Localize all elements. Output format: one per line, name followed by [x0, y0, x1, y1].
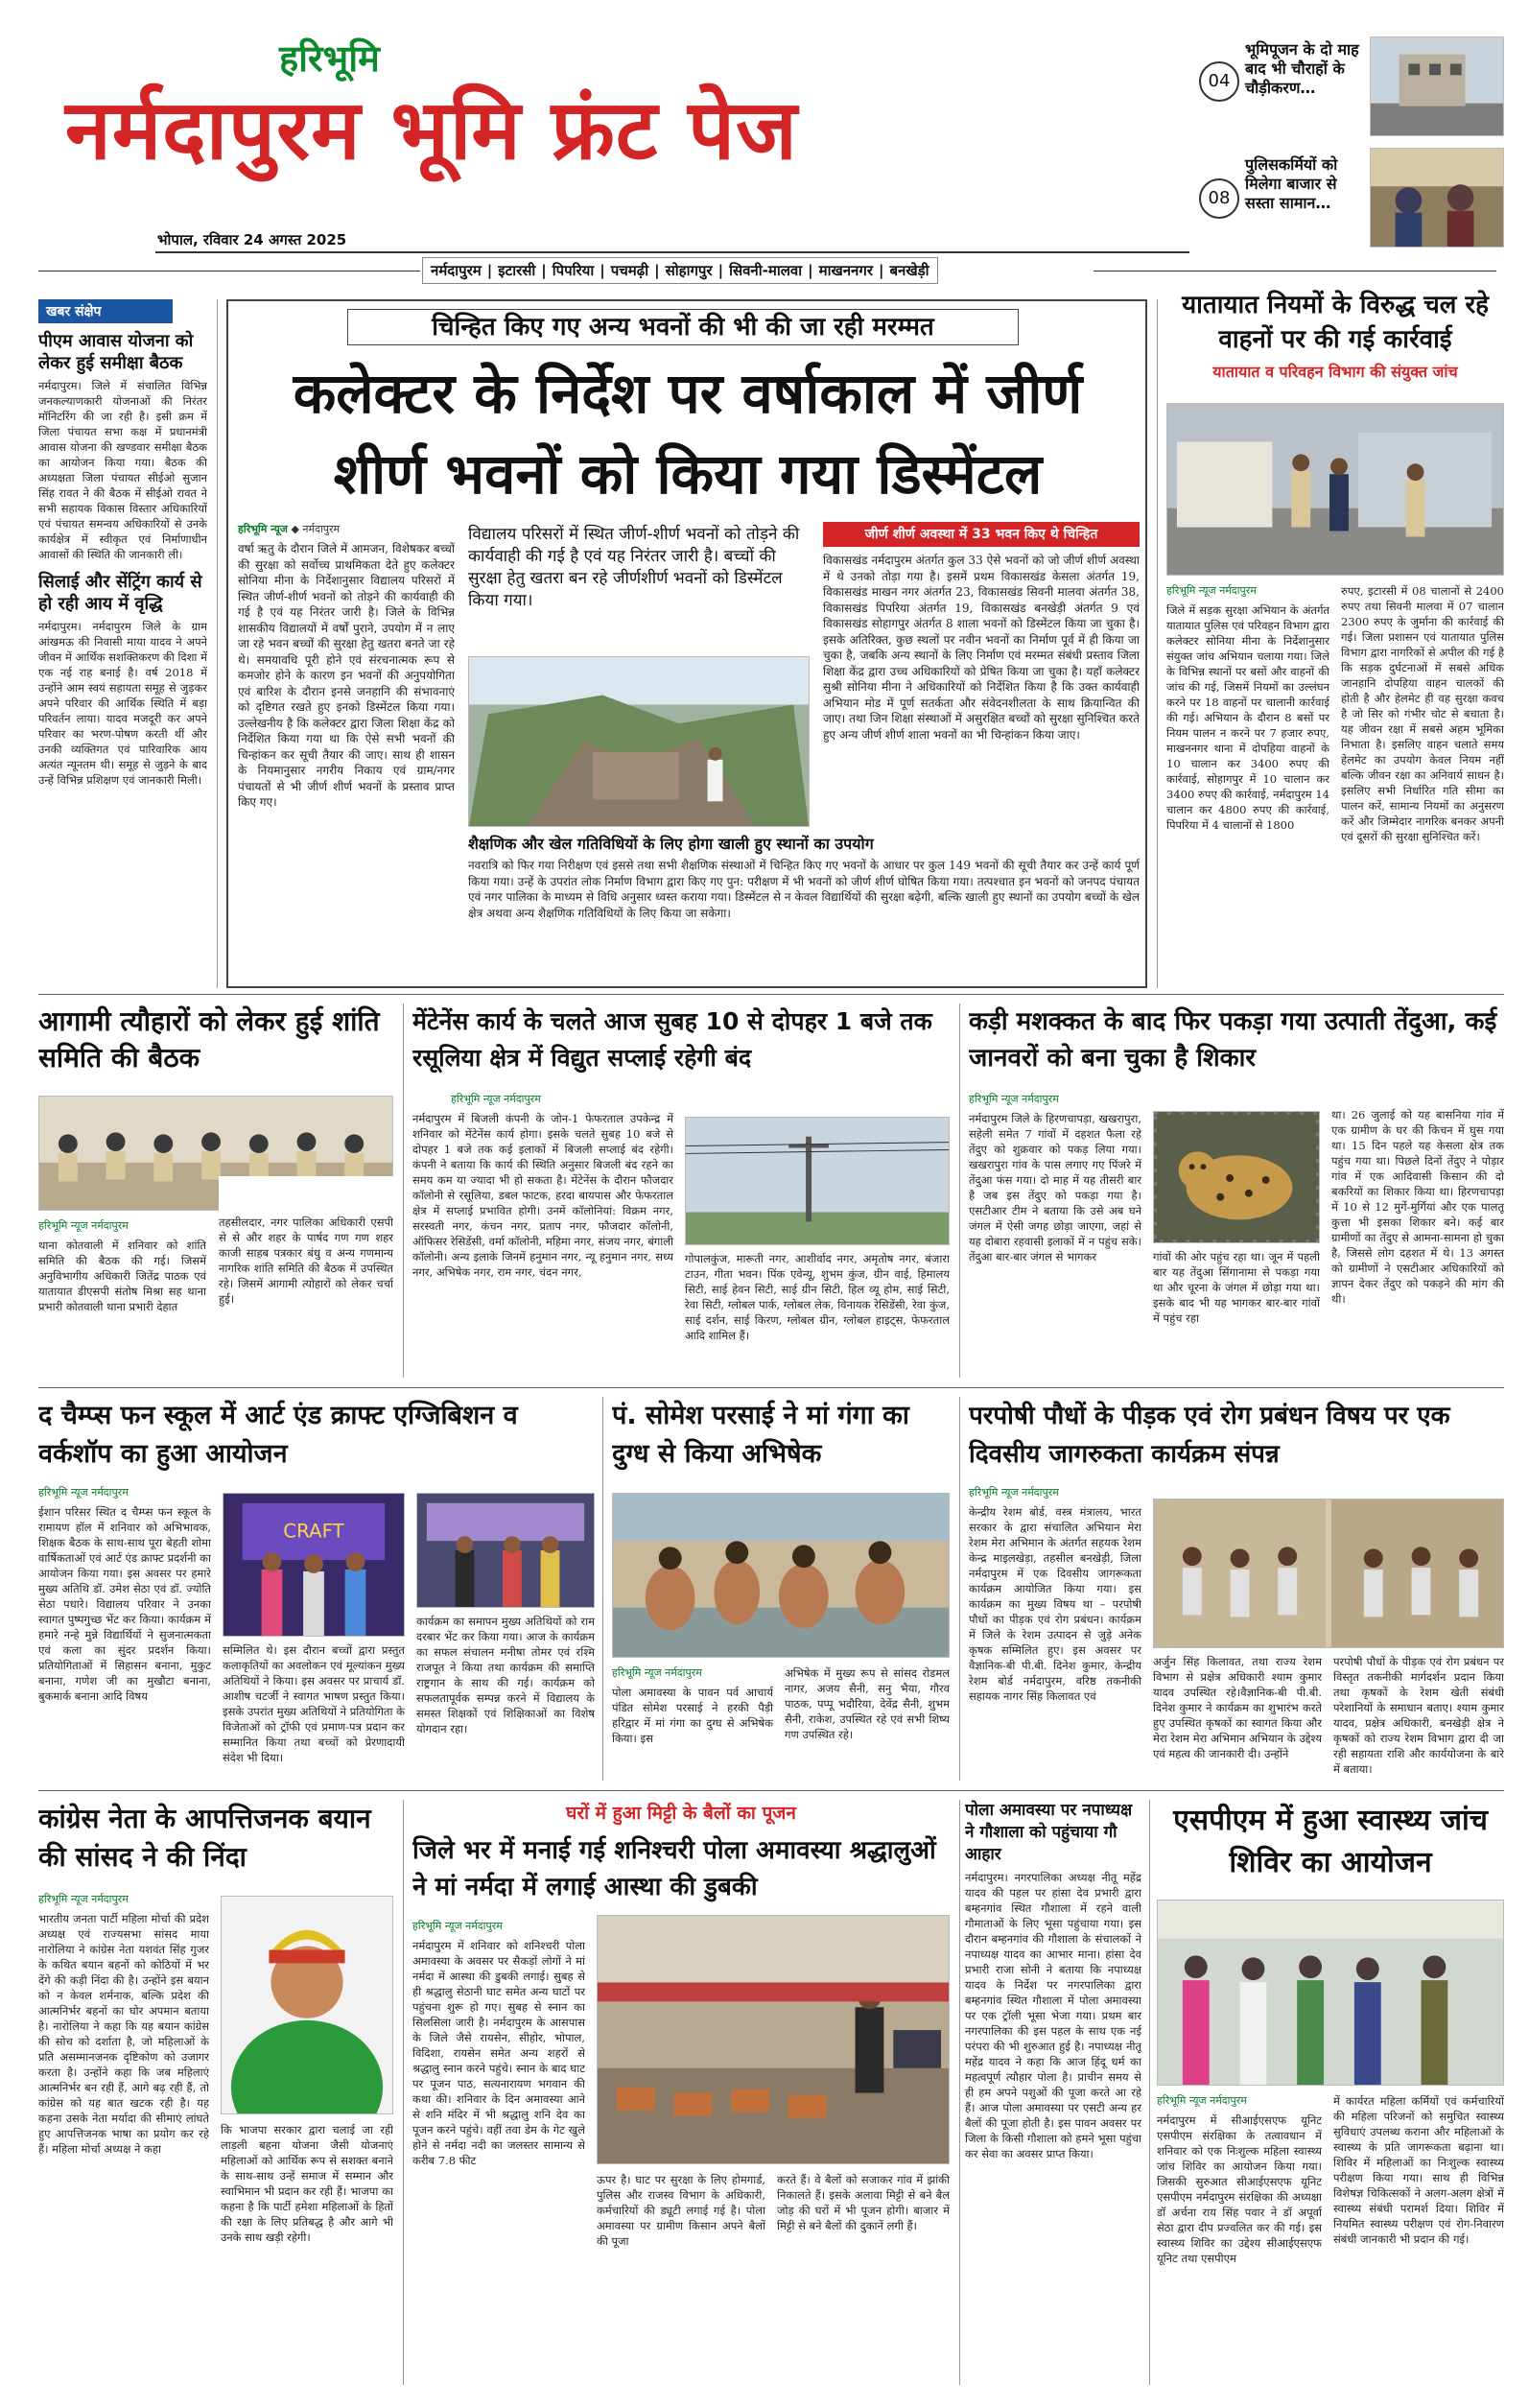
teaser-photo: [1370, 36, 1504, 136]
pest-col-2: अर्जुन सिंह किलावत, तथा राज्य रेशम विभाग से प्रक्षेत्र अधिकारी श्याम कुमार यादव उपस्थित रहे।वैज्ञानिक-बी पी.बी. दिनेश कुमार ने कार्यक्रम का शुभारंभ करते हुए उपस्थित कृषकों का स्वागत किया और मेरा रेशम मेरा अभिमान अभियान के उद्देश्य एवं महत्व की जानकारी दी। उन्होंने: [1153, 1655, 1322, 1760]
peace-col-1: थाना कोतवाली में शनिवार को शांति समिति की बैठक की गई। जिसमें अनुविभागीय अधिकारी जितेंद्र पाठक एवं यातायात डीएसपी संतोष मिश्रा सह थाना प्रभारी कोतवाली थाना प्रभारी देहात: [38, 1239, 206, 1313]
lead-pullquote: विद्यालय परिसरों में स्थित जीर्ण-शीर्ण भवनों को तोड़ने की कार्यवाही की गई है एवं यह निरंतर जारी है। बच्चों की सुरक्षा हेतु खतरा बन रहे जीर्णशीर्ण भवनों को डिस्मेंटल किया गया।: [468, 525, 800, 610]
brief-headline[interactable]: सिलाई और सेंट्रिंग कार्य से हो रही आय में वृद्धि: [38, 572, 202, 614]
teaser-text: पुलिसकर्मियों को मिलेगा बाजार से सस्ता सामान…: [1245, 155, 1338, 212]
traffic-col-1: जिले में सड़क सुरक्षा अभियान के अंतर्गत यातायात पुलिस एवं परिवहन विभाग द्वारा कलेक्टर सोनिया मीना के निर्देशानुसार संयुक्त जांच अभियान चलाया गया। जिले के विभिन्न स्थानों पर बसों और वाहनों की जांच की गई, जिसमें नियमों का उल्लंघन करने पर 18 वाहनों पर चालानी कार्रवाई की गई। अभियान के दौरान 8 बसों पर नियम पालन न करने पर 7 हजार रुपए, माखननगर थाना में दोपहिया वाहनों के 10 चालान कर 3400 रुपए की कार्रवाई, सोहागपुर में 10 चालान कर 3400 रुपए की कार्रवाई, नर्मदापुरम 14 चालान कर 4800 रुपए की कार्रवाई, पिपरिया में 4 चालानों से 1800: [1166, 603, 1329, 832]
brand-logo: हरिभूमि: [279, 37, 380, 80]
leopard-col-2b: था। 26 जुलाई को यह बासनिया गांव में एक ग्रामीण के घर की किचन में घुस गया था। 15 दिन पहले यह केसला क्षेत्र तक पहुंच गया था। पिछले दिनों तेंदुए ने पोड़ार गांव में एक आदिवासी किसान की दो बकरियों का शिकार किया था। हिरणचापड़ा में 10 से 12 मुर्गे-मुर्गियां और एक पालतू कुत्ता भी इसका शिकार बने। कई बार ग्रामीणों का तेंदुए से आमना-सामना हो चुका है, जिससे लोग दहशत में थे। 13 अगस्त को ग्रामीणों ने एसटीआर अधिकारियों को ज्ञापन देकर तेंदुए को पकड़ने की मांग की थी।: [1331, 1108, 1504, 1306]
portrait-photo: [221, 1896, 393, 2114]
congress-headline[interactable]: कांग्रेस नेता के आपत्तिजनक बयान की सांसद ने की निंदा: [38, 1803, 371, 1873]
brief-headline[interactable]: पीएम आवास योजना को लेकर हुई समीक्षा बैठक: [38, 331, 194, 373]
health-camp-photo: [1157, 1900, 1504, 2086]
lead-col-3: विकासखंड नर्मदापुरम अंतर्गत कुल 33 ऐसे भवनों को जो जीर्ण शीर्ण अवस्था में थे उनको तोड़ा गया है। इसमें प्रथम विकासखंड केसला अंतर्गत 19, विकासखंड माखन नगर अंतर्गत 23, विकासखंड सिवनी मालवा अंतर्गत 38, विकासखंड पिपरिया अंतर्गत 19, विकासखंड बनखेड़ी अंतर्गत 9 एवं विकासखंड सोहागपुर अंतर्गत 8 शाला भवनों को डिस्मेंटल किया जा चुका है। इसके अतिरिक्त, कुछ स्थलों पर नवीन भवनों का निर्माण पूर्व में ही किया जा चुका है, जबकि अन्य स्थानों के लिए निर्माण एवं मरम्मत संबंधी प्रस्ताव जिला शिक्षा केंद्र द्वारा उच्च अधिकारियों को प्रेषित किया जा चुका है। यहाँ कलेक्टर सुश्री सोनिया मीना ने अधिकारियों को निर्देशित किया है कि उक्त कार्यवाही अभियान मोड में पूर्ण सतर्कता और संवेदनशीलता के साथ क्रियान्वित की जाए। तथा जिन शिक्षा संस्थाओं में असुरक्षित बच्चों को सुरक्षा सुनिश्चित करते हुए अन्य जीर्ण शीर्ण शाला भवनों का भी चिन्हांकन किया जाए।: [823, 554, 1140, 742]
byline: हरिभूमि न्यूज नर्मदापुरम: [1166, 584, 1257, 597]
red-subhead-bar: जीर्ण शीर्ण अवस्था में 33 भवन किए थे चिन्हित: [823, 522, 1140, 547]
pest-story: [969, 1397, 1504, 1781]
city-item[interactable]: इटारसी: [498, 262, 536, 279]
byline: हरिभूमि न्यूज नर्मदापुरम: [1157, 2094, 1247, 2107]
pola-kicker: घरों में हुआ मिट्टी के बैलों का पूजन: [566, 1803, 796, 1824]
exhibition-photo: [223, 1493, 405, 1637]
traffic-kicker: यातायात व परिवहन विभाग की संयुक्त जांच: [1212, 363, 1458, 381]
leopard-headline[interactable]: कड़ी मशक्कत के बाद फिर पकड़ा गया उत्पाती तेंदुआ, कई जानवरों को बना चुका है शिकार: [969, 1007, 1497, 1073]
power-headline[interactable]: मेंटेनेंस कार्य के चलते आज सुबह 10 से दोपहर 1 बजे तक रसूलिया क्षेत्र में विद्युत सप्लाई रहेगी बंद: [412, 1007, 932, 1072]
traffic-story: [1166, 288, 1504, 988]
byline: हरिभूमि न्यूज नर्मदापुरम: [38, 1486, 129, 1499]
pest-col-1: केन्द्रीय रेशम बोर्ड, वस्त्र मंत्रालय, भारत सरकार के द्वारा संचालित अभियान मेरा रेशम मेरा अभिमान के अंतर्गत सहयक रेशम केन्द्र माइलखेड़ा, तहसील बनखेड़ी, जिला नर्मदापुरम में एक दिवसीय जागरूकता कार्यक्रम आयोजित किया गया। इस कार्यक्रम का मुख्य विषय था – परपोषी पौधों का पीड़क एवं रोग प्रबंधन। कार्यक्रम में जिले के रेशम उत्पादन से जुड़े अनेक कृषक सम्मिलित हुए। इस अवसर पर वैज्ञानिक-बी पी.बी. दिनेश कुमार, केन्द्रीय रेशम बोर्ड नर्मदापुरम, वरिष्ठ तकनीकी सहायक नागर सिंह किलावत एवं: [969, 1505, 1141, 1703]
ganga-headline[interactable]: पं. सोमेश परसाई ने मां गंगा का दुग्ध से किया अभिषेक: [612, 1401, 909, 1469]
sidebar-tag: खबर संक्षेप: [38, 299, 173, 323]
leopard-photo: [1153, 1111, 1320, 1243]
peace-story: [38, 1003, 393, 1378]
ganga-col-2: अभिषेक में मुख्य रूप से सांसद रोडमल नागर, अजय सैनी, सनु भैया, गौरव पाठक, पप्पू भदौरिया, देवेंद्र सैनी, शुभम सैनी, राकेश, उपस्थित रहे एवं सभी शिष्य गण उपस्थित रहे।: [785, 1666, 950, 1741]
ganga-story: [612, 1397, 950, 1781]
dateline: भोपाल, रविवार 24 अगस्त 2025: [157, 231, 347, 248]
gau-headline[interactable]: पोला अमावस्या पर नपाध्यक्ष ने गौशाला को पहुंचाया गौ आहार: [965, 1801, 1133, 1864]
byline: हरिभूमि न्यूज नर्मदापुरम: [38, 1219, 129, 1232]
teaser-number: 08: [1199, 178, 1239, 219]
city-item[interactable]: माखननगर: [818, 262, 873, 279]
city-item[interactable]: सोहागपुर: [665, 262, 713, 279]
power-col-2: गोपालकुंज, मारूती नगर, आशीर्वाद नगर, अमृतोष नगर, बंजारा टाउन, गीता भवन। पिंक एवेन्यू, शुभम कुंज, ग्रीन वाई, हिमालय सिटी, साई हेवन सिटी, साई ग्रीन सिटी, हिल व्यू होम, साई सिटी, रेवा सिटी, ग्लोबल पार्क, ग्लोबल लेक, विनायक रेसिडेंसी, रेवा कुंज, साई दर्शन, साई किरण, ग्लोबल ग्रीन, ग्लोबल हाइट्स, फेफरताल आदि शामिल हैं।: [685, 1252, 950, 1342]
leopard-col-1: नर्मदापुरम जिले के हिरणचापड़ा, खखरापुरा, सहेली समेत 7 गांवों में दहशत फैला रहे तेंदुए को शुक्रवार को पकड़ लिया गया। खखरापुरा गांव के पास लगाए गए पिंजरे में तेंदुआ फंस गया। दो माह में यह तीसरी बार है जब इस तेंदुए को पकड़ा गया है। एसटीआर टीम ने बताया कि उसे अब घने जंगल में ऐसी जगह छोड़ा जाएगा, जहां से यह दोबारा रहवासी इलाकों में न पहुंच सके। तेंदुआ बार-बार जंगल से भागकर: [969, 1112, 1141, 1263]
news-brief-sidebar: [38, 299, 207, 988]
brief-body: नर्मदापुरम। जिले में संचालित विभिन्न जनकल्याणकारी योजनाओं की निरंतर मॉनिटरिंग की जा रही है। इसी क्रम में जिला पंचायत सभा कक्ष में प्रधानमंत्री आवास योजना की खण्डवार समीक्षा बैठक का आयोजन किया गया। बैठक की अध्यक्षता जिला पंचायत सीईओ सुजान सिंह रावत ने की बैठक में सीईओ रावत ने सभी सहायक विकास विस्तार अधिकारियों एवं पंचायत समन्वय अधिकारियों से उनके कार्यक्षेत्र में स्वीकृत एवं निर्माणाधीन आवासों की स्थिति की जानकारी ली।: [38, 379, 207, 561]
ganga-col-1: पोला अमावस्या के पावन पर्व आचार्य पंडित सोमेश परसाई ने हरकी पैड़ी हरिद्वार में मां गंगा का दुग्ध से अभिषेक किया। इस: [612, 1686, 773, 1745]
pola-story: [412, 1800, 950, 2385]
champs-col-3: कार्यक्रम का समापन मुख्य अतिथियों को राम दरबार भेंट कर किया गया। आज के कार्यक्रम का सफल संचालन मनीषा तोमर एवं रश्मि राजपूत ने किया तथा कार्यक्रम की समाप्ति राष्ट्रगान के साथ की गई। कार्यक्रम को सफलतापूर्वक सम्पन्न करने में विद्यालय के समस्त शिक्षकों एवं शिक्षिकाओं का विशेष योगदान रहा।: [416, 1615, 595, 1735]
congress-col-2: कि भाजपा सरकार द्वारा चलाई जा रही लाड़ली बहना योजना जैसी योजनाएं महिलाओं को आर्थिक रूप से सशक्त बनाने के साथ-साथ उन्हें समाज में सम्मान और स्वाभिमान भी प्रदान कर रही हैं। भाजपा का कहना है कि पार्टी हमेशा महिलाओं के हितों की रक्षा के लिए प्रतिबद्ध है और आगे भी उनके साथ खड़ी रहेगी।: [221, 2123, 393, 2244]
byline: हरिभूमि न्यूज नर्मदापुरम: [451, 1093, 541, 1105]
peace-col-2: तहसीलदार, नगर पालिका अधिकारी एसपी से से और शहर के पार्षद गण गण शहर काजी साहब पत्रकार बंधु व अन्य गणमान्य नागरिक शांति समिति की बैठक में उपस्थित रहे। जिसमें आगामी त्योहारों को लेकर चर्चा हुई।: [219, 1176, 393, 1378]
lead-kicker: चिन्हित किए गए अन्य भवनों की भी की जा रही मरम्मत: [347, 309, 1019, 345]
teaser-2[interactable]: [1188, 144, 1504, 248]
teaser-text: भूमिपूजन के दो माह बाद भी चौराहों के चौड़ीकरण…: [1245, 40, 1359, 97]
health-headline[interactable]: एसपीएम में हुआ स्वास्थ्य जांच शिविर का आयोजन: [1173, 1804, 1488, 1879]
power-col-1: नर्मदापुरम में बिजली कंपनी के जोन-1 फेफरताल उपकेन्द्र में शनिवार को मेंटेनेंस कार्य होगा। इसके चलते सुबह 10 बजे से दोपहर 1 बजे तक कई इलाकों में बिजली सप्लाई बंद रहेगी। कंपनी ने बताया कि कार्य की स्थिति अनुसार बिजली बंद रहने का समय कम या ज्यादा भी हो सकता है। मेंटेनेंस के दौरान फौजदार कॉलोनी से रसूलिया, डबल फाटक, हरदा बायपास और फेफरताल क्षेत्र में सप्लाई प्रभावित होगी। उनमें कॉलोनियां: विक्रम नगर, सरस्वती नगर, कंचन नगर, प्रताप नगर, फौजदार कॉलोनी, ऑफिसर रेसिडेंसी, वर्मा कॉलोनी, महिमा नगर, संजय नगर, बंगाली कॉलोनी। अन्य इलाके जिनमें हनुमान नगर, न्यू हनुमान नगर, सध्य नगर, अभिषेक नगर, राम नगर, चंदन नगर,: [412, 1112, 673, 1279]
ganga-photo: [612, 1493, 950, 1658]
leopard-col-2a: गांवों की ओर पहुंच रहा था। जून में पहली बार यह तेंदुआ सिंगानामा से पकड़ा गया था और चूरना के जंगल में छोड़ा गया था। इसके बाद भी यह भागकर बार-बार गांवों में पहुंच रहा: [1153, 1250, 1320, 1325]
city-item[interactable]: पिपरिया: [552, 262, 595, 279]
leopard-story: [969, 1003, 1504, 1378]
peace-headline[interactable]: आगामी त्यौहारों को लेकर हुई शांति समिति की बैठक: [38, 1005, 380, 1074]
byline: हरिभूमि न्यूज नर्मदापुरम: [969, 1486, 1059, 1499]
teaser-1[interactable]: [1188, 36, 1504, 140]
byline: हरिभूमि न्यूज नर्मदापुरम: [412, 1920, 503, 1932]
svg-text:CRAFT: CRAFT: [283, 1520, 344, 1543]
byline: हरिभूमि न्यूज नर्मदापुरम: [612, 1666, 702, 1679]
pola-headline[interactable]: जिले भर में मनाई गई शनिश्चरी पोला अमावस्या श्रद्धालुओं ने मां नर्मदा में लगाई आस्था की डुबकी: [412, 1836, 936, 1901]
health-col-2: में कार्यरत महिला कर्मियों एवं कर्मचारियों की महिला परिजनों को समुचित स्वास्थ्य सुविधाएं उपलब्ध कराना और महिलाओं के स्वास्थ्य के प्रति जागरूकता बढ़ाना था। शिविर में महिलाओं का निःशुल्क स्वास्थ्य परीक्षण किया गया। साथ ही विभिन्न विशेषज्ञ चिकित्सकों ने अलग-अलग क्षेत्रों में स्वास्थ्य संबंधी परामर्श दिया। शिविर में नियमित स्वास्थ्य परीक्षण एवं रोग-निवारण संबंधी जानकारी भी प्रदान की गई।: [1333, 2094, 1504, 2246]
traffic-headline[interactable]: यातायात नियमों के विरुद्ध चल रहे वाहनों पर की गई कार्रवाई: [1182, 291, 1489, 354]
champs-col-2: सम्मिलित थे। इस दौरान बच्चों द्वारा प्रस्तुत कलाकृतियों का अवलोकन एवं मूल्यांकन मुख्य अतिथियों ने किया। इस अवसर पर प्राचार्य डॉ. आशीष चटर्जी ने स्वागत भाषण प्रस्तुत किया। इसके उपरांत मुख्य अतिथियों ने प्रतियोगिता के विजेताओं को ट्रॉफी एवं प्रमाण-पत्र प्रदान कर सम्मानित किया तथा बच्चों को प्रेरणादायी संदेश भी दिया।: [223, 1643, 405, 1764]
city-item[interactable]: बनखेड़ी: [889, 262, 929, 279]
byline: हरिभूमि न्यूज नर्मदापुरम: [38, 1893, 129, 1905]
city-item[interactable]: नर्मदापुरम: [431, 262, 482, 279]
health-col-1: नर्मदापुरम में सीआईएसएफ यूनिट एसपीएम संरक्षिका के तत्वावधान में शनिवार को एक निःशुल्क महिला स्वास्थ्य जांच शिविर का आयोजन किया गया। जिसकी सुरुआत सीआईएसएफ यूनिट एसपीएम नर्मदापुरम संरक्षिका की अध्यक्षा डॉ अर्चना राय सिंह पवार ने डॉ अपूर्वा सेठा द्वारा दीप प्रज्वलित कर की गई। इस स्वास्थ्य शिविर का उद्देश्य सीआईएसएफ यूनिट तथा एसपीएम: [1157, 2113, 1322, 2265]
lead-headline[interactable]: कलेक्टर के निर्देश पर वर्षाकाल में जीर्ण शीर्ण भवनों को किया गया डिस्मेंटल: [293, 361, 1083, 507]
champs-col-1: ईशान परिसर स्थित द चैम्प्स फन स्कूल के रामायण हॉल में शनिवार को अभिभावक, शिक्षक बैठक के साथ-साथ पूरा बेहती शोमा वार्षिकताओं एवं आर्ट एंड क्राफ्ट प्रदर्शनी का आयोजन किया गया। इस अवसर पर हमारे मुख्य अतिथि डॉ. उमेश सेठा एवं डॉ. ज्योति सेठा पधारे। विद्यालय परिवार ने उनका स्वागत पुष्पगुच्छ भेंट कर किया। कार्यक्रम में हमारे नन्हे मुन्ने विद्यार्थियों ने सुजनात्मकता एवं कला का सुंदर प्रदर्शन किया। प्रतियोगिताओं में सिहासन बनाना, मुकुट बनाना, गणेश जी का मुखौटा बनाना, बुकमार्क बनाना आदि विषय: [38, 1505, 211, 1703]
pest-photo: [1153, 1499, 1504, 1648]
congress-col-1: भारतीय जनता पार्टी महिला मोर्चा की प्रदेश अध्यक्ष एवं राज्यसभा सांसद माया नारोलिया ने कांग्रेस नेता यशवंत सिंह गुजर के कथित बयान बहनों को कोठियों में भर देंगे की कड़ी निंदा की है। उन्होंने इस बयान को न केवल शर्मनाक, बल्कि प्रदेश की आत्मनिर्भर बहनों का घोर अपमान बताया है। नारोलिया ने कहा कि यह बयान कांग्रेस की सोच को दर्शाता है, जो महिलाओं के प्रति असम्मानजनक दृष्टिकोण को उजागर करता है। उन्होंने कहा कि जब महिलाएं आत्मनिर्भर बन रही हैं, आगे बढ़ रही हैं, तो कांग्रेस को यह बात खटक रही है। यह कहना उसके नेता मर्यादा की सीमाएं लांघते हुए आपत्तिजनक भाषा का प्रयोग कर रहे हैं। महिला मोर्चा अध्यक्ष ने कहा: [38, 1912, 209, 2156]
city-item[interactable]: पचमढ़ी: [610, 262, 649, 279]
lead-subhead: शैक्षणिक और खेल गतिविधियों के लिए होगा खाली हुए स्थानों का उपयोग: [468, 835, 874, 853]
pest-col-3: परपोषी पौधों के पीड़क एवं रोग प्रबंधन पर विस्तृत तकनीकी मार्गदर्शन प्रदान किया तथा कृषकों के रेशम खेती संबंधी परेशानियों के समाधान बताए। श्याम कुमार यादव, प्रक्षेत्र अधिकारी, बनखेड़ी क्षेत्र ने कृषकों को राज्य रेशम विभाग द्वारा दी जा रही सहायता राशि और कार्ययोजना के बारे में बताया।: [1333, 1655, 1504, 1776]
teaser-photo: [1370, 148, 1504, 248]
teaser-number: 04: [1199, 61, 1239, 102]
lead-story: [226, 299, 1147, 988]
power-story: [412, 1003, 950, 1378]
page-title: नर्मदापुरम भूमि फ्रंट पेज: [65, 83, 798, 178]
exhibition-photo-2: [416, 1493, 595, 1608]
health-story: [1157, 1800, 1504, 2385]
lead-col-1: वर्षा ऋतु के दौरान जिले में आमजन, विशेषकर बच्चों की सुरक्षा को सर्वोच्च प्राथमिकता देते हुए कलेक्टर सोनिया मीना के निर्देशानुसार विद्यालय परिसरों में स्थित जीर्ण-शीर्ण भवनों को तोड़ने की कार्यवाही की गई है एवं यह निरंतर जारी है। जिले के विभिन्न शासकीय विद्यालयों में वर्षों पुराने, उपयोग में न लाए जा रहे भवन बच्चों की सुरक्षा हेतु खतरा बनते जा रहे थे। समयावधि पूरी होने एवं संरचनात्मक रूप से कमजोर होने के कारण इन भवनों की अनुपयोगिता एवं बारिश के दौरान इनसे जनहानि की संभावनाएं को दृष्टिगत रखते हुए इनको डिस्मेंटल किया गया। उल्लेखनीय है कि कलेक्टर द्वारा जिला शिक्षा केंद्र को निर्देशित किया गया था कि ऐसे सभी भवनों की चिन्हांकन कर सूची तैयार की जाए। साथ ही शासन के नियमानुसार नगरीय निकाय एवं ग्राम/नगर पंचायतों से भी जीर्ण शीर्ण भवनों के प्रस्ताव प्राप्त किए गए।: [238, 542, 455, 809]
demolition-photo: [468, 656, 810, 827]
brief-body: नर्मदापुरम। नर्मदापुरम जिले के ग्राम आंखमऊ की निवासी माया यादव ने अपने जीवन में आर्थिक सशक्तिकरण की दिशा में एक नई राह बनाई है। वर्ष 2018 में उन्होंने आम स्वयं सहायता समूह से जुड़कर अपने परिवार की आर्थिक स्थिति में बड़ा परिवर्तन लाया। यादव मजदूरी कर अपने परिवार का भरण-पोषण करती थीं और उनकी व्यक्तिगत एवं पारिवारिक आय अत्यंत न्यूनतम थी। समूह से जुड़ने के बाद उन्हें विभिन्न प्रशिक्षण एवं जानकारी मिली।: [38, 620, 207, 787]
gau-story: [965, 1800, 1141, 2385]
gau-body: नर्मदापुरम। नगरपालिका अध्यक्ष नीतू महेंद्र यादव की पहल पर हांसा देव प्रभारी द्वारा बम्हनगांव स्थित गौशाला में रहने वाली गौमाताओं के लिए भूसा पहुंचाया गया। इस दौरान बम्हनगांव की गौशाला के संचालकों ने नपाध्यक्ष यादव का आभार माना। हांसा देव प्रभारी राजा सोनी ने बताया कि नपाध्यक्ष यादव के निर्देश पर नगरपालिका द्वारा बम्हनगांव स्थित गौशाला में पोला अमावस्या पर एक ट्रॉली भूसा भेजा गया। प्रथम बार नगरपालिका की इस पहल के साथ एक नई परंपरा की भी शुरुआत हुई है। नपाध्यक्ष नीतू महेंद्र यादव ने कहा कि आज हिंदू धर्म का महत्वपूर्ण त्यौहार पोला है। प्राचीन समय से ही हम अपने पशुओं की पूजा करते आ रहे हैं। आज पोला अमावस्या पर एसटी अन्य हर बैलों की पूजा होती है। इस पावन अवसर पर जिला के किसी गौशाला को हमने भूसा पहुंचा कर सेवा का अवसर प्राप्त किया।: [965, 1871, 1141, 2160]
pest-headline[interactable]: परपोषी पौधों के पीड़क एवं रोग प्रबंधन विषय पर एक दिवसीय जागरुकता कार्यक्रम संपन्न: [969, 1402, 1450, 1469]
pola-col-1: नर्मदापुरम में शनिवार को शनिश्चरी पोला अमावस्या के अवसर पर सैकड़ों लोगों ने मां नर्मदा में आस्था की डुबकी लगाई। सुबह से ही श्रद्धालु सेठानी घाट समेत अन्य घाटों पर पहुंचना शुरू हो गए। सुबह से स्नान का सिलसिला जारी है। नर्मदापुरम के आसपास के जिले जैसे रायसेन, सीहोर, भोपाल, विदिशा, रायसेन समेत अन्य शहरों से श्रद्धालु स्नान करने पहुंचे। स्नान के बाद घाट पर पूजन पाठ, सत्यनारायण भगवान की कथा की। शनिवार के दिन अमावस्या आने से शनि मंदिर में भी श्रद्धालु शनि देव का पूजन करने पहुंचे। वहीं तवा डेम के गेट खुले होने से नर्मदा नदी का जलस्तर सामान्य से करीब 7.8 फीट: [412, 1939, 585, 2167]
traffic-col-2: रुपए, इटारसी में 08 चालानों से 2400 रुपए तथा सिवनी मालवा में 07 चालान 2300 रुपए के जुर्माना की कार्रवाई की गई। जिला प्रशासन एवं यातायात पुलिस विभाग द्वारा नागरिकों से अपील की गई है कि सड़क दुर्घटनाओं में सबसे अधिक जानहानि दोपहिया वाहन चालकों की होती है और हेलमेट ही वह सुरक्षा कवच है जो सिर को गंभीर चोट से बचाता है। यह जीवन रक्षा में सबसे अहम भूमिका निभाता है। इसलिए वाहन चलाते समय हेलमेट का उपयोग केवल नियम नहीं बल्कि जीवन रक्षा का अनिवार्य साधन है। इसलिए सभी निर्धारित गति सीमा का पालन करें, सामान्य नियमों का अनुसरण करें और जिम्मेदार नागरिक बनकर अपनी एवं दूसरों की सुरक्षा सुनिश्चित करें।: [1341, 584, 1504, 843]
power-line-photo: [685, 1117, 950, 1245]
city-nav: नर्मदापुरम | इटारसी | पिपरिया | पचमढ़ी | सोहागपुर | सिवनी-मालवा | माखननगर | बनखेड़ी: [422, 257, 938, 284]
congress-story: [38, 1800, 393, 2385]
byline: हरिभूमि न्यूज ◆ नर्मदापुरम: [238, 523, 341, 535]
pola-col-3: करते हैं। वे बैलों को सजाकर गांव में झांकी निकालते हैं। इसके अलावा मिट्टी से बने बैल जोड़ की घरों में भी पूजन होगी। बाजार में मिट्टी से बने बैलों की दुकानें लगी हैं।: [777, 2173, 950, 2232]
city-item[interactable]: सिवनी-मालवा: [729, 262, 803, 279]
pola-photo: [597, 1915, 950, 2164]
lead-sub-body: नवरात्रि को फिर गया निरीक्षण एवं इससे तथा सभी शैक्षणिक संस्थाओं में चिन्हित किए गए भवनों के आधार पर कुल 149 भवनों की सूची तैयार कर उन्हें कार्य पूर्ण किया गया। उन्हें के उपरांत लोक निर्माण विभाग द्वारा किए गए पुन: परीक्षण में भी भवनों को जीर्ण शीर्ण घोषित किया गया। तत्पश्चात इन भवनों को जनपद पंचायत एवं नगर पालिका के माध्यम से विधि अनुसार ध्वस्त कराया गया। डिस्मेंटल से न केवल विद्यार्थियों की सुरक्षा बढ़ेगी, बल्कि खाली हुए स्थानों का उपयोग बच्चों के खेल क्षेत्र अथवा अन्य शैक्षणिक गतिविधियों के लिए किया जा सकेगा।: [468, 859, 1140, 920]
traffic-photo: [1166, 403, 1504, 576]
pola-col-2: ऊपर है। घाट पर सुरक्षा के लिए होमगार्ड, पुलिस और राजस्व विभाग के अधिकारी, कर्मचारियों की ड्यूटी लगाई गई है। पोला अमावस्या पर ग्रामीण किसान अपने बैलों की पूजा: [597, 2173, 765, 2248]
champs-headline[interactable]: द चैम्प्स फन स्कूल में आर्ट एंड क्राफ्ट एग्जिबिशन व वर्कशॉप का हुआ आयोजन: [38, 1401, 518, 1469]
byline: हरिभूमि न्यूज नर्मदापुरम: [969, 1093, 1059, 1105]
